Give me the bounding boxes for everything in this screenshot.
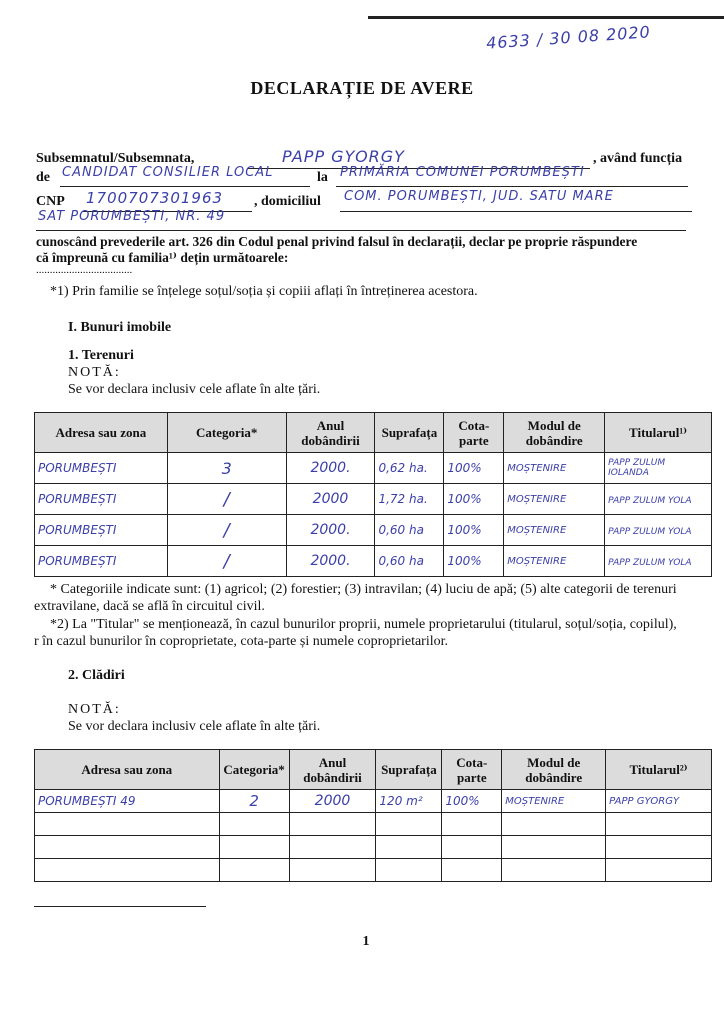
col-titularul: Titularul¹⁾	[605, 413, 712, 453]
cell-categoria[interactable]	[219, 813, 289, 836]
de-label: de	[36, 170, 50, 185]
categorii-note-2: extravilane, dacă se află în circuitul civil.	[34, 599, 265, 614]
cell-modul[interactable]: MOȘTENIRE	[502, 790, 606, 813]
name-field[interactable]: PAPP GYORGY	[282, 147, 405, 166]
cell-categoria[interactable]: 3	[167, 453, 286, 484]
cell-categoria[interactable]: /	[167, 484, 286, 515]
cell-titular[interactable]	[606, 813, 712, 836]
cell-suprafata[interactable]: 0,60 ha	[375, 515, 444, 546]
cell-titular[interactable]	[606, 836, 712, 859]
cell-cota[interactable]	[442, 836, 502, 859]
la-label: la	[317, 170, 328, 185]
table-row	[35, 484, 712, 515]
cell-cota[interactable]: 100%	[444, 453, 504, 484]
table-row	[35, 813, 712, 836]
col-categoria: Categoria*	[167, 413, 286, 453]
cell-cota[interactable]: 100%	[442, 790, 502, 813]
col-modul: Modul de dobândire	[504, 413, 605, 453]
cunoscand-line-2: că împreună cu familia¹⁾ dețin următoarele:	[36, 250, 289, 265]
cell-adresa[interactable]	[35, 836, 220, 859]
cell-titular-text: PAPP ZULUM YOLA	[608, 558, 692, 568]
cell-titular[interactable]	[605, 515, 712, 546]
cell-adresa[interactable]	[35, 813, 220, 836]
cell-adresa[interactable]: PORUMBEȘTI 49	[35, 790, 220, 813]
cell-adresa[interactable]	[35, 859, 220, 882]
table-row	[35, 859, 712, 882]
cell-anul[interactable]: 2000	[286, 484, 375, 515]
cell-suprafata[interactable]: 120 m²	[376, 790, 442, 813]
avand-functia-label: , având funcția	[593, 151, 683, 166]
col-anul: Anul dobândirii	[286, 413, 375, 453]
cell-titular[interactable]	[606, 859, 712, 882]
dotted-separator: ...................................	[36, 264, 133, 276]
cell-categoria[interactable]: 2	[219, 790, 289, 813]
cell-anul[interactable]	[289, 836, 376, 859]
cell-titular[interactable]: PAPP GYORGY	[606, 790, 712, 813]
col-modul: Modul de dobândire	[502, 750, 606, 790]
cell-modul[interactable]	[502, 836, 606, 859]
cladiri-table	[34, 749, 712, 882]
cell-titular[interactable]	[605, 484, 712, 515]
nota-text: Se vor declara inclusiv cele aflate în alte țări.	[68, 382, 321, 397]
cell-modul[interactable]: MOȘTENIRE	[504, 484, 605, 515]
cell-cota[interactable]	[442, 859, 502, 882]
terenuri-table	[34, 412, 712, 577]
cell-cota[interactable]	[442, 813, 502, 836]
col-cota-parte: Cota-parte	[444, 413, 504, 453]
cell-categoria[interactable]	[219, 859, 289, 882]
section-terenuri: 1. Terenuri	[68, 348, 134, 363]
cell-adresa[interactable]: PORUMBEȘTI	[35, 515, 168, 546]
table-row	[35, 790, 712, 813]
footnote-rule	[34, 906, 206, 907]
section-cladiri: 2. Clădiri	[68, 668, 125, 683]
cell-titular-text: PAPP ZULUM YOLA	[608, 496, 692, 506]
nota2-text: Se vor declara inclusiv cele aflate în alte țări.	[68, 719, 321, 734]
subsemnatul-label: Subsemnatul/Subsemnata,	[36, 151, 195, 166]
cell-suprafata[interactable]: 0,60 ha	[375, 546, 444, 577]
col-cota-parte: Cota-parte	[442, 750, 502, 790]
cell-adresa[interactable]: PORUMBEȘTI	[35, 546, 168, 577]
cnp-label: CNP	[36, 194, 65, 209]
section-bunuri-imobile: I. Bunuri imobile	[68, 320, 172, 335]
page-title: DECLARAȚIE DE AVERE	[250, 78, 474, 98]
cell-modul[interactable]: MOȘTENIRE	[504, 453, 605, 484]
cell-titular-text: PAPP ZULUM YOLA	[608, 527, 692, 537]
titular-note-2: r în cazul bunurilor în coproprietate, cota-parte și numele coproprietarilor.	[34, 634, 449, 649]
cell-modul[interactable]	[502, 859, 606, 882]
cell-cota[interactable]: 100%	[444, 484, 504, 515]
cnp-field[interactable]: 1700707301963	[86, 189, 224, 207]
cell-adresa[interactable]: PORUMBEȘTI	[35, 453, 168, 484]
table-row	[35, 836, 712, 859]
categorii-note: * Categoriile indicate sunt: (1) agricol; (2) forestier; (3) intravilan; (4) luciu de apă; (5) alte categorii de terenuri	[50, 582, 677, 597]
page-number: 1	[362, 934, 370, 949]
cell-anul[interactable]	[289, 859, 376, 882]
cell-categoria[interactable]	[219, 836, 289, 859]
cell-suprafata[interactable]	[376, 836, 442, 859]
table-row	[35, 453, 712, 484]
cell-titular[interactable]	[605, 546, 712, 577]
domiciliu-field-1[interactable]: COM. PORUMBEȘTI, JUD. SATU MARE	[344, 189, 614, 204]
cell-titular[interactable]	[605, 453, 712, 484]
col-adresa: Adresa sau zona	[35, 750, 220, 790]
cell-cota[interactable]: 100%	[444, 546, 504, 577]
registration-number: 4633 / 30 08 2020	[485, 22, 652, 53]
table-row	[35, 515, 712, 546]
col-anul: Anul dobândirii	[289, 750, 376, 790]
functie-field[interactable]: CANDIDAT CONSILIER LOCAL	[62, 165, 274, 180]
cell-suprafata[interactable]	[376, 859, 442, 882]
cell-anul[interactable]: 2000.	[286, 546, 375, 577]
cell-modul[interactable]: MOȘTENIRE	[504, 515, 605, 546]
titular-note: *2) La "Titular" se menționează, în cazul bunurilor proprii, numele proprietarului (titularul, soțul/soția, copilul),	[50, 617, 677, 632]
cell-categoria[interactable]: /	[167, 515, 286, 546]
col-adresa: Adresa sau zona	[35, 413, 168, 453]
cell-adresa[interactable]: PORUMBEȘTI	[35, 484, 168, 515]
domiciliul-label: , domiciliul	[254, 194, 321, 209]
institutie-field[interactable]: PRIMĂRIA COMUNEI PORUMBEȘTI	[340, 165, 585, 180]
cell-anul[interactable]: 2000	[289, 790, 376, 813]
top-rule	[368, 16, 724, 19]
cell-suprafata[interactable]	[376, 813, 442, 836]
nota2-label: NOTĂ:	[68, 702, 121, 717]
cell-anul[interactable]	[289, 813, 376, 836]
cell-modul[interactable]: MOȘTENIRE	[504, 546, 605, 577]
table-row	[35, 546, 712, 577]
cell-suprafata[interactable]: 0,62 ha.	[375, 453, 444, 484]
col-categoria: Categoria*	[219, 750, 289, 790]
cell-modul[interactable]	[502, 813, 606, 836]
domiciliu-field-2[interactable]: SAT PORUMBEȘTI, NR. 49	[38, 209, 226, 224]
col-suprafata: Suprafața	[376, 750, 442, 790]
cell-anul[interactable]: 2000.	[286, 453, 375, 484]
cunoscand-line-1: cunoscând prevederile art. 326 din Codul penal privind falsul în declarații, declar pe proprie răspundere	[36, 234, 638, 249]
footnote-family: *1) Prin familie se înțelege soțul/soția și copiii aflați în întreținerea acestora.	[50, 284, 478, 299]
cell-cota[interactable]: 100%	[444, 515, 504, 546]
cell-suprafata[interactable]: 1,72 ha.	[375, 484, 444, 515]
col-titularul: Titularul²⁾	[606, 750, 712, 790]
col-suprafata: Suprafața	[375, 413, 444, 453]
cell-categoria[interactable]: /	[167, 546, 286, 577]
cell-anul[interactable]: 2000.	[286, 515, 375, 546]
nota-label: NOTĂ:	[68, 365, 121, 380]
cell-titular-text: PAPP ZULUM IOLANDA	[608, 458, 666, 478]
